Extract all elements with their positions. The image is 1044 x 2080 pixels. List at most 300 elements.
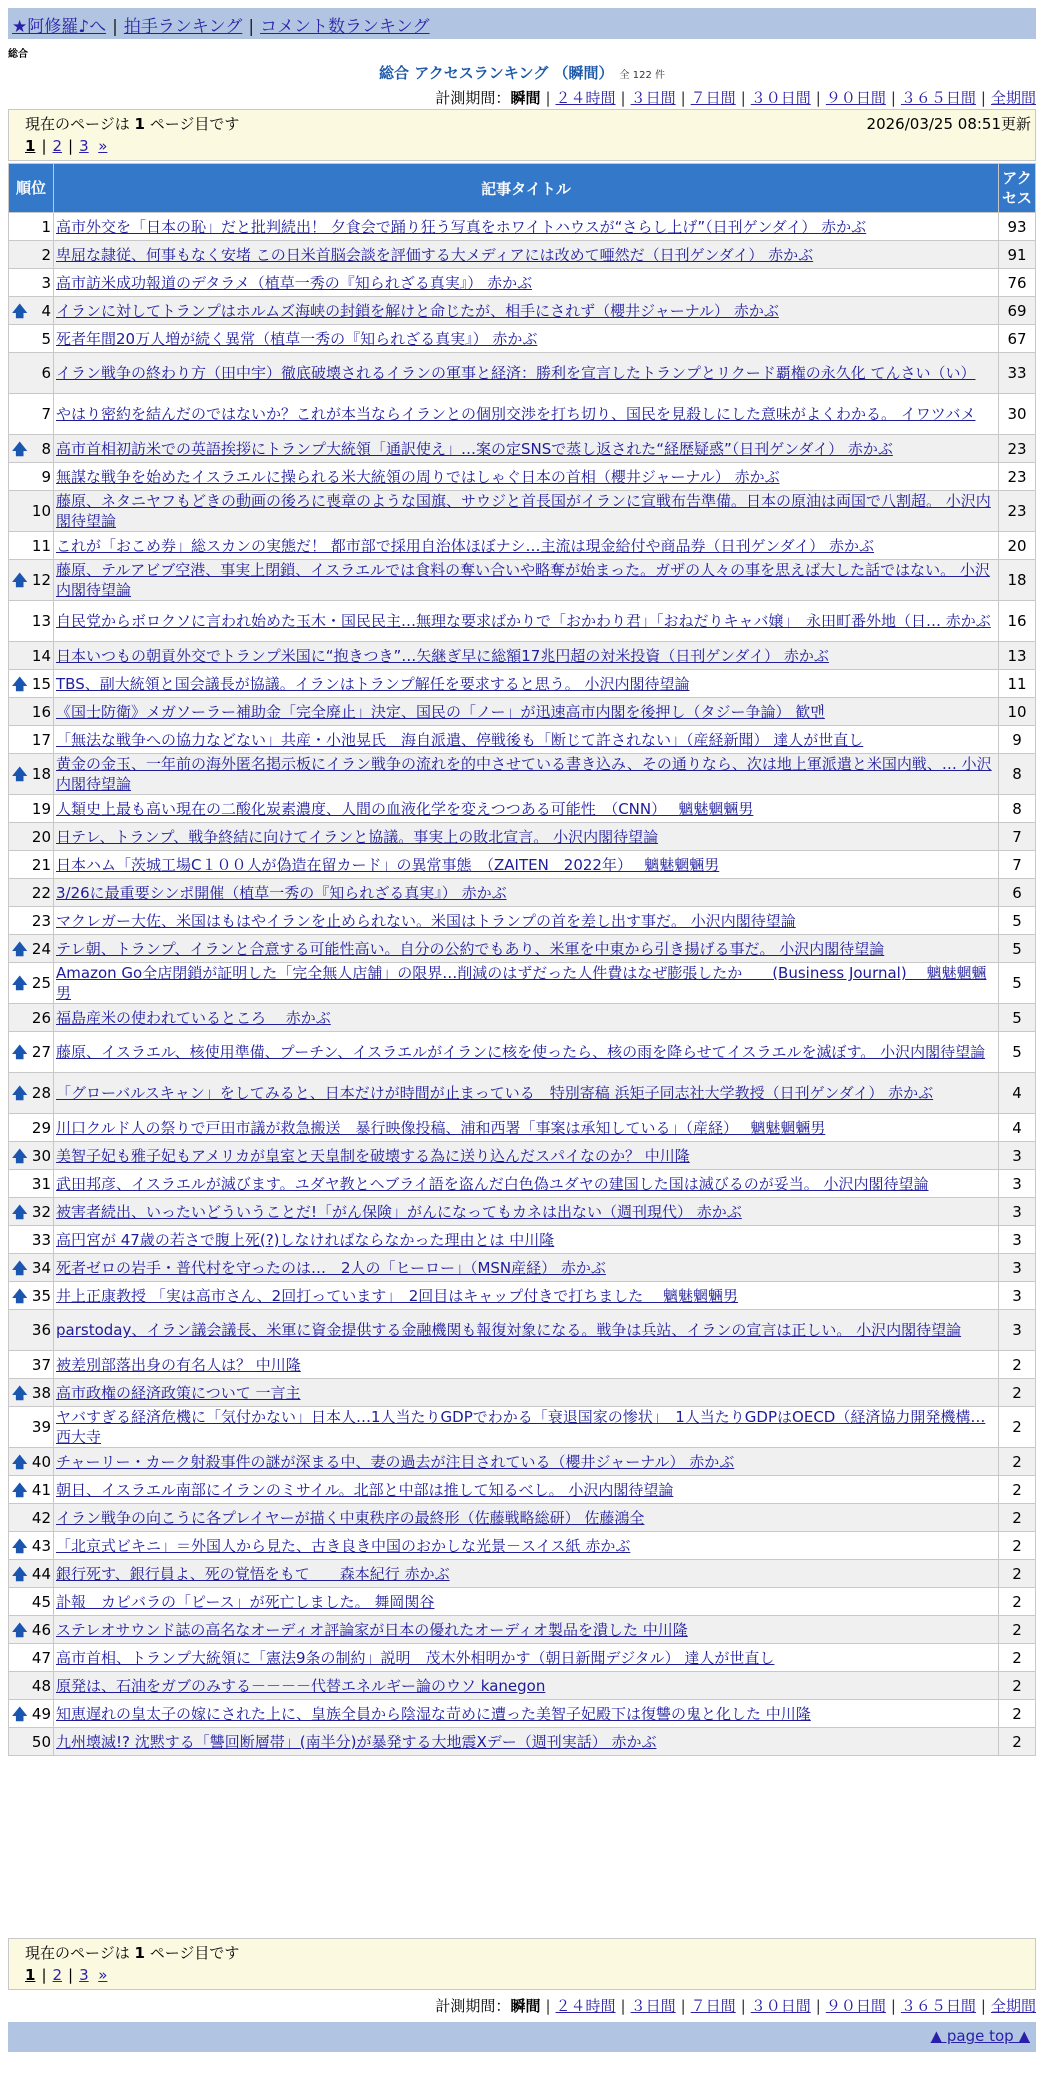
period-separator: | xyxy=(890,89,896,107)
title-cell xyxy=(54,601,999,642)
table-row xyxy=(9,1226,1036,1254)
title-cell xyxy=(54,1282,999,1310)
period-link[interactable]: ３０日間 xyxy=(750,1997,811,2015)
table-row xyxy=(9,935,1036,963)
access-count: 3 xyxy=(999,1282,1036,1310)
table-row xyxy=(9,1254,1036,1282)
rank-cell xyxy=(9,532,54,560)
rank-cell xyxy=(9,1700,54,1728)
period-link[interactable]: ９０日間 xyxy=(825,89,886,107)
title-cell xyxy=(54,670,999,698)
article-link[interactable]: 藤原、イスラエル、核使用準備、プーチン、イスラエルがイランに核を使ったら、核の雨を降らせてイスラエルを滅ぼす。 小沢内閣待望論 xyxy=(56,1043,986,1061)
article-link[interactable]: 3/26に最重要シンポ開催（植草一秀の『知られざる真実』） 赤かぶ xyxy=(56,883,507,902)
title-cell xyxy=(54,394,999,435)
title-cell xyxy=(54,213,999,241)
rank-number: 29 xyxy=(31,1118,51,1137)
up-arrow-icon: 🡅 xyxy=(12,1536,28,1555)
rank-cell xyxy=(9,1476,54,1504)
rank-number: 39 xyxy=(31,1418,51,1436)
title-cell xyxy=(54,1379,999,1407)
page-next-link[interactable]: » xyxy=(98,1966,108,1984)
table-row xyxy=(9,754,1036,795)
title-cell xyxy=(54,241,999,269)
nav-separator: | xyxy=(112,17,118,37)
rank-number: 20 xyxy=(31,827,51,846)
title-cell xyxy=(54,491,999,532)
access-count: 91 xyxy=(999,241,1036,269)
footer-bar xyxy=(8,2022,1036,2052)
access-count: 16 xyxy=(999,601,1036,642)
title-cell xyxy=(54,1310,999,1351)
rank-cell xyxy=(9,795,54,823)
rank-number: 14 xyxy=(31,646,51,665)
up-arrow-icon: 🡅 xyxy=(12,674,28,693)
article-link[interactable]: 《国士防衛》メガソーラー補助金「完全廃止」決定、国民の「ノー」が迅速高市内閣を後押し（タジー争論） 歓맨 xyxy=(56,702,825,721)
table-row xyxy=(9,532,1036,560)
rank-cell xyxy=(9,1644,54,1672)
access-count: 3 xyxy=(999,1310,1036,1351)
article-link[interactable]: これが「おこめ券」総スカンの実態だ！ 都市部で採用自治体ほぼナシ…主流は現金給付や商品券（日刊ゲンダイ） 赤かぶ xyxy=(56,536,875,555)
table-row xyxy=(9,907,1036,935)
table-row xyxy=(9,1379,1036,1407)
article-link[interactable]: 福島産米の使われているところ 赤かぶ xyxy=(56,1008,331,1027)
nav-link-comment-ranking[interactable]: コメント数ランキング xyxy=(260,17,430,37)
period-link[interactable]: ７日間 xyxy=(690,89,736,107)
nav-link-ashura[interactable]: ★阿修羅♪へ xyxy=(12,17,107,37)
title-cell xyxy=(54,1032,999,1073)
title-cell xyxy=(54,642,999,670)
title-cell xyxy=(54,297,999,325)
table-row xyxy=(9,1004,1036,1032)
access-count: 2 xyxy=(999,1407,1036,1448)
title-cell xyxy=(54,823,999,851)
rank-number: 47 xyxy=(31,1648,51,1667)
table-row xyxy=(9,1073,1036,1114)
table-row xyxy=(9,1170,1036,1198)
title-cell xyxy=(54,1616,999,1644)
article-link[interactable]: 川口クルド人の祭りで戸田市議が救急搬送 暴行映像投稿、浦和西署「事案は承知している」（産経） 魑魅魍魎男 xyxy=(56,1118,826,1137)
article-link[interactable]: ヤバすぎる経済危機に「気付かない」日本人…1人当たりGDPでわかる「衰退国家の惨状」 1人当たりGDPはOECD（経済協力開発機構… 西大寺 xyxy=(56,1408,986,1446)
rank-number: 26 xyxy=(31,1008,51,1027)
rank-number: 10 xyxy=(31,502,51,520)
table-row xyxy=(9,1476,1036,1504)
article-link[interactable]: 武田邦彦、イスラエルが滅びます。ユダヤ教とヘブライ語を盗んだ白色偽ユダヤの建国した国は滅びるのが妥当。 小沢内閣待望論 xyxy=(56,1174,929,1193)
up-arrow-icon: 🡅 xyxy=(12,1564,28,1583)
up-arrow-icon: 🡅 xyxy=(12,765,28,783)
rank-cell xyxy=(9,851,54,879)
title-cell xyxy=(54,1351,999,1379)
rank-cell xyxy=(9,463,54,491)
article-link[interactable]: 被害者続出、いったいどういうことだ!「がん保険」がんになってもカネは出ない（週刊現代） 赤かぶ xyxy=(56,1202,742,1221)
access-count: 23 xyxy=(999,463,1036,491)
title-cell xyxy=(54,1198,999,1226)
title-cell xyxy=(54,269,999,297)
page-link[interactable]: 2 xyxy=(52,1966,63,1984)
rank-number: 25 xyxy=(31,974,51,992)
up-arrow-icon: 🡅 xyxy=(12,1383,28,1402)
period-link[interactable]: 全期間 xyxy=(990,89,1036,107)
title-cell xyxy=(54,325,999,353)
rank-number: 43 xyxy=(31,1536,51,1555)
article-link[interactable]: 「グローバルスキャン」をしてみると、日本だけが時間が止まっている 特別寄稿 浜矩子同志社大学教授（日刊ゲンダイ） 赤かぶ xyxy=(56,1084,934,1102)
access-count: 23 xyxy=(999,491,1036,532)
period-selector-bottom xyxy=(8,1995,1036,2016)
article-link[interactable]: 高市首相初訪米での英語挨拶にトランプ大統領「通訳使え」…案の定SNSで蒸し返された“経歴疑惑”（日刊ゲンダイ） 赤かぶ xyxy=(56,439,893,458)
rank-number: 1 xyxy=(41,217,51,236)
article-link[interactable]: 訃報 カピバラの「ピース」が死亡しました。 舞岡関谷 xyxy=(56,1592,435,1611)
period-separator: | xyxy=(815,1997,821,2015)
rank-number: 21 xyxy=(31,855,51,874)
article-link[interactable]: 卑屈な隷従、何事もなく安堵 この日米首脳会談を評価する大メディアには改めて唖然だ（日刊ゲンダイ） 赤かぶ xyxy=(56,245,814,264)
article-link[interactable]: イランに対してトランプはホルムズ海峡の封鎖を解けと命じたが、相手にされず（櫻井ジャーナル） 赤かぶ xyxy=(56,301,779,320)
rank-number: 32 xyxy=(31,1202,51,1221)
article-link[interactable]: 「無法な戦争への協力などない」共産・小池晃氏 海自派遣、停戦後も「断じて許されない」（産経新聞） 達人が世直し xyxy=(56,730,864,749)
updated-timestamp: 2026/03/25 08:51更新 xyxy=(866,115,1031,133)
rank-number: 33 xyxy=(31,1230,51,1249)
period-link[interactable]: ３６５日間 xyxy=(900,1997,976,2015)
article-link[interactable]: 死者年間20万人増が続く異常（植草一秀の『知られざる真実』） 赤かぶ xyxy=(56,329,538,348)
rank-cell xyxy=(9,1073,54,1114)
col-header-title: 記事タイトル xyxy=(54,164,999,213)
article-link[interactable]: 朝日、イスラエル南部にイランのミサイル。北部と中部は推して知るべし。 小沢内閣待望論 xyxy=(56,1480,674,1499)
table-row xyxy=(9,726,1036,754)
article-link[interactable]: 日本いつもの朝貢外交でトランプ米国に“抱きつき”…矢継ぎ早に総額17兆円超の対米投資（日刊ゲンダイ） 赤かぶ xyxy=(56,646,829,665)
period-separator: | xyxy=(545,1997,551,2015)
rank-cell xyxy=(9,269,54,297)
period-separator: | xyxy=(740,89,746,107)
up-arrow-icon: 🡅 xyxy=(12,1258,28,1277)
table-row xyxy=(9,325,1036,353)
period-current: 瞬間 xyxy=(510,1997,541,2015)
rank-cell xyxy=(9,1588,54,1616)
title-cell xyxy=(54,1073,999,1114)
period-separator: | xyxy=(620,1997,626,2015)
access-count: 8 xyxy=(999,754,1036,795)
table-row xyxy=(9,1700,1036,1728)
access-count: 6 xyxy=(999,879,1036,907)
access-count: 2 xyxy=(999,1532,1036,1560)
period-link[interactable]: 全期間 xyxy=(990,1997,1036,2015)
access-count: 69 xyxy=(999,297,1036,325)
access-count: 18 xyxy=(999,560,1036,601)
article-link[interactable]: 美智子妃も雅子妃もアメリカが皇室と天皇制を破壊する為に送り込んだスパイなのか？ 中川隆 xyxy=(56,1146,690,1165)
title-cell xyxy=(54,1004,999,1032)
rank-cell xyxy=(9,1032,54,1073)
access-count: 2 xyxy=(999,1672,1036,1700)
period-separator: | xyxy=(815,89,821,107)
table-row xyxy=(9,463,1036,491)
ranking-table-body xyxy=(9,213,1036,1756)
article-link[interactable]: チャーリー・カーク射殺事件の謎が深まる中、妻の過去が注目されている（櫻井ジャーナル） 赤かぶ xyxy=(56,1452,735,1471)
period-link[interactable]: ３日間 xyxy=(630,89,676,107)
period-separator: | xyxy=(890,1997,896,2015)
table-row xyxy=(9,851,1036,879)
page-next-link[interactable]: » xyxy=(98,137,108,155)
rank-cell xyxy=(9,1004,54,1032)
article-link[interactable]: 銀行死す、銀行員よ、死の覚悟をもて 森本紀行 赤かぶ xyxy=(56,1564,450,1583)
access-count: 5 xyxy=(999,963,1036,1004)
rank-number: 24 xyxy=(31,939,51,958)
rank-number: 12 xyxy=(31,571,51,589)
period-link[interactable]: ３６５日間 xyxy=(900,89,976,107)
table-row xyxy=(9,269,1036,297)
rank-number: 37 xyxy=(31,1355,51,1374)
page-link[interactable]: 3 xyxy=(79,1966,89,1984)
access-count: 3 xyxy=(999,1170,1036,1198)
article-link[interactable]: 高市外交を「日本の恥」だと批判続出！ 夕食会で踊り狂う写真をホワイトハウスが“さらし上げ”（日刊ゲンダイ） 赤かぶ xyxy=(56,217,867,236)
period-separator: | xyxy=(620,89,626,107)
article-link[interactable]: 人類史上最も高い現在の二酸化炭素濃度、人間の血液化学を変えつつある可能性 （CNN） 魑魅魍魎男 xyxy=(56,799,754,818)
period-link[interactable]: ２４時間 xyxy=(555,89,616,107)
table-row xyxy=(9,1560,1036,1588)
title-cell xyxy=(54,1448,999,1476)
access-count: 11 xyxy=(999,670,1036,698)
table-row xyxy=(9,642,1036,670)
rank-number: 48 xyxy=(31,1676,51,1695)
page-separator: | xyxy=(41,1966,47,1984)
rank-number: 16 xyxy=(31,702,51,721)
page-status xyxy=(25,1942,1025,1963)
rank-cell xyxy=(9,935,54,963)
rank-cell xyxy=(9,1379,54,1407)
article-link[interactable]: やはり密約を結んだのではないか？これが本当ならイランとの個別交渉を打ち切り、国民を見殺しにした意味がよくわかる。 イワツバメ xyxy=(56,405,976,423)
period-separator: | xyxy=(680,1997,686,2015)
page-status-current: 1 xyxy=(134,1944,145,1962)
rank-number: 45 xyxy=(31,1592,51,1611)
rank-number: 15 xyxy=(31,674,51,693)
table-row xyxy=(9,491,1036,532)
rank-cell xyxy=(9,1407,54,1448)
article-link[interactable]: 死者ゼロの岩手・普代村を守ったのは… 2人の「ヒーロー」（MSN産経） 赤かぶ xyxy=(56,1258,606,1277)
article-link[interactable]: 九州壊滅!? 沈黙する「讐回断層帯」(南半分)が暴発する大地震Xデー（週刊実話） 赤かぶ xyxy=(56,1732,657,1751)
access-count: 2 xyxy=(999,1728,1036,1756)
table-row xyxy=(9,1142,1036,1170)
rank-number: 2 xyxy=(41,245,51,264)
up-arrow-icon: 🡅 xyxy=(12,301,28,320)
title-cell xyxy=(54,1142,999,1170)
title-cell xyxy=(54,1532,999,1560)
period-link[interactable]: ３０日間 xyxy=(750,89,811,107)
rank-number: 9 xyxy=(41,467,51,486)
table-row xyxy=(9,213,1036,241)
article-link[interactable]: 日テレ、トランプ、戦争終結に向けてイランと協議。事実上の敗北宣言。 小沢内閣待望論 xyxy=(56,827,659,846)
access-count: 5 xyxy=(999,935,1036,963)
rank-number: 36 xyxy=(31,1321,51,1339)
rank-number: 17 xyxy=(31,730,51,749)
rank-cell xyxy=(9,1532,54,1560)
period-label: 計測期間： xyxy=(435,89,511,107)
title-cell xyxy=(54,754,999,795)
period-separator: | xyxy=(740,1997,746,2015)
article-link[interactable]: TBS、副大統領と国会議長が協議。イランはトランプ解任を要求すると思う。 小沢内閣待望論 xyxy=(56,674,690,693)
title-cell xyxy=(54,435,999,463)
rank-number: 13 xyxy=(31,612,51,630)
access-count: 5 xyxy=(999,1004,1036,1032)
table-row xyxy=(9,560,1036,601)
page-status-suffix: ページ目です xyxy=(149,115,240,133)
up-arrow-icon: 🡅 xyxy=(12,1286,28,1305)
table-row xyxy=(9,823,1036,851)
rank-number: 19 xyxy=(31,799,51,818)
nav-separator: | xyxy=(248,17,255,37)
article-link[interactable]: ステレオサウンド誌の高名なオーディオ評論家が日本の優れたオーディオ製品を潰した 中川隆 xyxy=(56,1620,688,1639)
title-cell xyxy=(54,1560,999,1588)
access-count: 2 xyxy=(999,1700,1036,1728)
article-link[interactable]: テレ朝、トランプ、イランと合意する可能性高い。自分の公約でもあり、米軍を中東から引き揚げる事だ。 小沢内閣待望論 xyxy=(56,939,885,958)
table-row xyxy=(9,1616,1036,1644)
rank-cell xyxy=(9,1351,54,1379)
rank-number: 41 xyxy=(31,1480,51,1499)
rank-number: 35 xyxy=(31,1286,51,1305)
title-cell xyxy=(54,698,999,726)
access-count: 23 xyxy=(999,435,1036,463)
up-arrow-icon: 🡅 xyxy=(12,1146,28,1165)
rank-number: 38 xyxy=(31,1383,51,1402)
pager-top xyxy=(8,109,1036,161)
ranking-count: 全 122 件 xyxy=(619,70,665,81)
article-link[interactable]: イラン戦争の終わり方（田中宇）徹底破壊されるイランの軍事と経済：勝利を宣言したトランプとリクード覇権の永久化 てんさい（い） xyxy=(56,364,976,382)
article-link[interactable]: 「北京式ビキニ」＝外国人から見た、古き良き中国のおかしな光景－スイス紙 赤かぶ xyxy=(56,1536,631,1555)
rank-number: 11 xyxy=(31,536,51,555)
article-link[interactable]: 原発は、石油をガブのみする－－－－代替エネルギー論のウソ kanegon xyxy=(56,1676,546,1695)
access-count: 3 xyxy=(999,1198,1036,1226)
ranking-table xyxy=(8,163,1036,1756)
nav-link-clap-ranking[interactable]: 拍手ランキング xyxy=(123,17,243,37)
access-count: 2 xyxy=(999,1448,1036,1476)
rank-cell xyxy=(9,241,54,269)
article-link[interactable]: 無謀な戦争を始めたイスラエルに操られる米大統領の周りではしゃぐ日本の首相（櫻井ジャーナル） 赤かぶ xyxy=(56,467,780,486)
article-link[interactable]: Amazon Go全店閉鎖が証明した「完全無人店舗」の限界…削減のはずだった人件費はなぜ膨張したか (Business Journal) 魑魅魍魎男 xyxy=(56,964,987,1002)
title-cell xyxy=(54,1114,999,1142)
rank-cell xyxy=(9,1198,54,1226)
up-arrow-icon: 🡅 xyxy=(12,1452,28,1471)
page-current: 1 xyxy=(25,1966,36,1984)
table-row xyxy=(9,698,1036,726)
title-cell xyxy=(54,1728,999,1756)
page-status-prefix: 現在のページは xyxy=(25,1944,130,1962)
up-arrow-icon: 🡅 xyxy=(12,571,28,589)
table-row xyxy=(9,1310,1036,1351)
table-row xyxy=(9,1351,1036,1379)
access-count: 8 xyxy=(999,795,1036,823)
article-link[interactable]: 知恵遅れの皇太子の嫁にされた上に、皇族全員から陰湿な苛めに遭った美智子妃殿下は復讐の鬼と化した 中川隆 xyxy=(56,1704,811,1723)
access-count: 4 xyxy=(999,1073,1036,1114)
article-link[interactable]: 高市首相、トランプ大統領に「憲法9条の制約」説明 茂木外相明かす（朝日新聞デジタル） 達人が世直し xyxy=(56,1648,775,1667)
rank-cell xyxy=(9,879,54,907)
rank-number: 27 xyxy=(31,1043,51,1061)
category-label: 総合 xyxy=(8,49,28,60)
page-links xyxy=(25,137,1025,155)
table-row xyxy=(9,1448,1036,1476)
access-count: 2 xyxy=(999,1351,1036,1379)
rank-cell xyxy=(9,670,54,698)
table-row xyxy=(9,1644,1036,1672)
rank-cell xyxy=(9,698,54,726)
title-cell xyxy=(54,1254,999,1282)
up-arrow-icon: 🡅 xyxy=(12,1620,28,1639)
period-label: 計測期間： xyxy=(435,1997,511,2015)
rank-cell xyxy=(9,1672,54,1700)
article-link[interactable]: マクレガー大佐、米国はもはやイランを止められない。米国はトランプの首を差し出す事だ。 小沢内閣待望論 xyxy=(56,911,796,930)
rank-number: 31 xyxy=(31,1174,51,1193)
title-cell xyxy=(54,879,999,907)
page-top-link[interactable]: ▲ page top ▲ xyxy=(930,2027,1030,2045)
article-link[interactable]: 高円宮が 47歳の若さで腹上死(?)しなければならなかった理由とは 中川隆 xyxy=(56,1230,555,1249)
table-row xyxy=(9,1114,1036,1142)
period-link[interactable]: ９０日間 xyxy=(825,1997,886,2015)
article-link[interactable]: 被差別部落出身の有名人は？ 中川隆 xyxy=(56,1355,301,1374)
article-link[interactable]: イラン戦争の向こうに各プレイヤーが描く中東秩序の最終形（佐藤戦略総研） 佐藤鴻全 xyxy=(56,1508,645,1527)
up-arrow-icon: 🡅 xyxy=(12,1084,28,1102)
table-row xyxy=(9,601,1036,642)
col-header-access: アクセス xyxy=(999,164,1036,213)
access-count: 93 xyxy=(999,213,1036,241)
article-link[interactable]: 高市訪米成功報道のデタラメ（植草一秀の『知られざる真実』） 赤かぶ xyxy=(56,273,533,292)
rank-cell xyxy=(9,1114,54,1142)
rank-number: 28 xyxy=(31,1084,51,1102)
period-current: 瞬間 xyxy=(510,89,541,107)
article-link[interactable]: 井上正康教授 「実は高市さん、2回打っています」 2回目はキャップ付きで打ちました 魑魅魍魎男 xyxy=(56,1286,739,1305)
article-link[interactable]: 自民党からボロクソに言われ始めた玉木・国民民主…無理な要求ばかりで「おかわり君」「おねだりキャバ嬢」 永田町番外地（日… 赤かぶ xyxy=(56,612,991,630)
table-row xyxy=(9,1198,1036,1226)
rank-cell xyxy=(9,1616,54,1644)
article-link[interactable]: 藤原、ネタニヤフもどきの動画の後ろに喪章のような国旗、サウジと首長国がイランに宣戦布告準備。日本の原油は両国で八割超。 小沢内閣待望論 xyxy=(56,492,991,530)
rank-number: 44 xyxy=(31,1564,51,1583)
article-link[interactable]: 日本ハム「茨城工場C１００人が偽造在留カード」の異常事態 （ZAITEN 2022年） 魑魅魍魎男 xyxy=(56,855,720,874)
access-count: 5 xyxy=(999,1032,1036,1073)
period-link[interactable]: ２４時間 xyxy=(555,1997,616,2015)
title-cell xyxy=(54,1407,999,1448)
access-count: 5 xyxy=(999,907,1036,935)
access-count: 2 xyxy=(999,1616,1036,1644)
rank-number: 22 xyxy=(31,883,51,902)
rank-number: 8 xyxy=(41,439,51,458)
page-status-prefix: 現在のページは xyxy=(25,115,130,133)
ranking-title xyxy=(8,62,1036,83)
rank-cell xyxy=(9,1142,54,1170)
access-count: 2 xyxy=(999,1644,1036,1672)
rank-cell xyxy=(9,435,54,463)
article-link[interactable]: 高市政権の経済政策について 一言主 xyxy=(56,1383,301,1402)
table-header-row xyxy=(9,164,1036,213)
rank-number: 46 xyxy=(31,1620,51,1639)
rank-cell xyxy=(9,491,54,532)
article-link[interactable]: 黄金の金玉、一年前の海外匿名掲示板にイラン戦争の流れを的中させている書き込み、その通りなら、次は地上軍派遣と米国内戦、… 小沢内閣待望論 xyxy=(56,755,992,793)
page-link[interactable]: 3 xyxy=(79,137,89,155)
access-count: 13 xyxy=(999,642,1036,670)
period-link[interactable]: ３日間 xyxy=(630,1997,676,2015)
rank-cell xyxy=(9,754,54,795)
rank-cell xyxy=(9,1728,54,1756)
title-cell xyxy=(54,1226,999,1254)
rank-cell xyxy=(9,1254,54,1282)
rank-cell xyxy=(9,601,54,642)
title-cell xyxy=(54,963,999,1004)
table-row xyxy=(9,1282,1036,1310)
table-row xyxy=(9,435,1036,463)
rank-cell xyxy=(9,1504,54,1532)
rank-cell xyxy=(9,394,54,435)
access-count: 4 xyxy=(999,1114,1036,1142)
title-cell xyxy=(54,532,999,560)
rank-number: 4 xyxy=(41,301,51,320)
access-count: 2 xyxy=(999,1588,1036,1616)
page-link[interactable]: 2 xyxy=(52,137,63,155)
article-link[interactable]: 藤原、テルアビブ空港、事実上閉鎖、イスラエルでは食料の奪い合いや略奪が始まった。ガザの人々の事を思えば大した話ではない。 小沢内閣待望論 xyxy=(56,561,990,599)
table-row xyxy=(9,795,1036,823)
period-link[interactable]: ７日間 xyxy=(690,1997,736,2015)
article-link[interactable]: parstoday、イラン議会議長、米軍に資金提供する金融機関も報復対象になる。戦争は兵站、イランの宣言は正しい。 小沢内閣待望論 xyxy=(56,1321,962,1339)
